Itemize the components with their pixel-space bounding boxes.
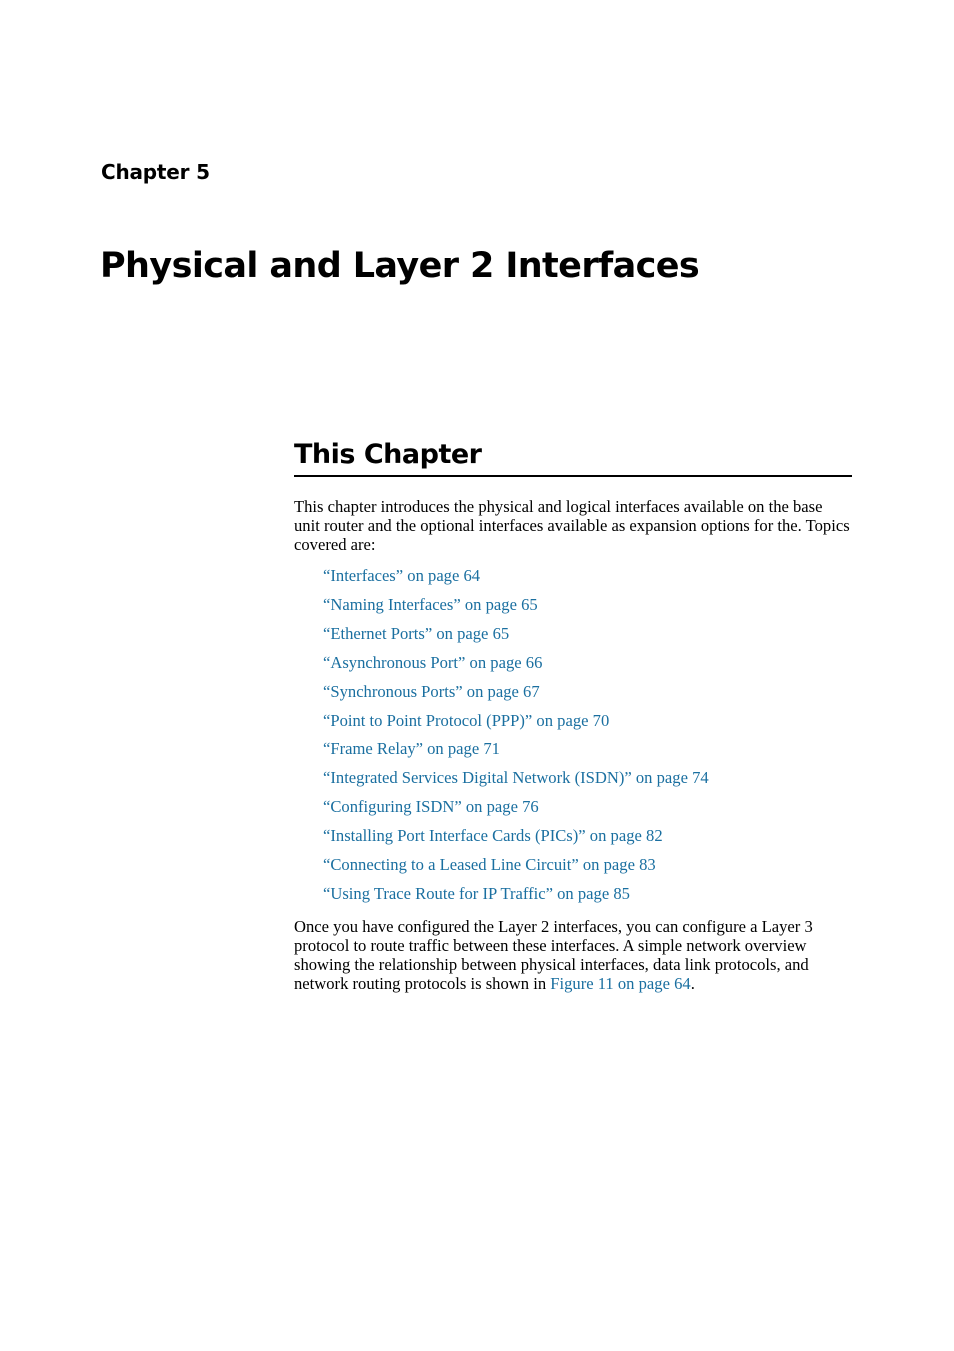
topic-link-interfaces[interactable]: “Interfaces” on page 64 xyxy=(323,566,481,585)
list-item xyxy=(323,764,852,793)
list-item xyxy=(323,822,852,851)
topic-list xyxy=(294,562,852,909)
section-heading: This Chapter xyxy=(294,434,852,477)
this-chapter-section xyxy=(294,434,852,993)
list-item xyxy=(323,707,852,736)
list-item xyxy=(323,620,852,649)
list-item xyxy=(323,735,852,764)
list-item xyxy=(323,880,852,909)
topic-link-configuring-isdn[interactable]: “Configuring ISDN” on page 76 xyxy=(323,797,539,817)
outro-paragraph xyxy=(294,917,852,993)
outro-text: Once you have configured the Layer 2 interfaces, you can configure a Layer 3 protocol to route traffic between these interfaces. A simple network overview showing the relationship between physical interfaces, data link protocols, and network routing protocols is shown in xyxy=(294,916,813,993)
topic-link-synchronous-ports[interactable]: “Synchronous Ports” on page 67 xyxy=(323,681,540,701)
list-item xyxy=(323,678,852,707)
list-item xyxy=(323,562,852,591)
figure-11-link[interactable]: Figure 11 on page 64 xyxy=(550,973,691,993)
list-item xyxy=(323,591,852,620)
topic-link-ethernet-ports[interactable]: “Ethernet Ports” on page 65 xyxy=(323,623,510,643)
chapter-label: Chapter 5 xyxy=(101,160,210,184)
list-item xyxy=(323,649,852,678)
topic-link-frame-relay[interactable]: “Frame Relay” on page 71 xyxy=(323,739,500,759)
topic-link-asynchronous-port[interactable]: “Asynchronous Port” on page 66 xyxy=(323,652,543,672)
topic-link-isdn[interactable]: “Integrated Services Digital Network (ISDN)” on page 74 xyxy=(323,768,709,788)
outro-end: . xyxy=(690,973,695,993)
list-item xyxy=(323,793,852,822)
chapter-title: Physical and Layer 2 Interfaces xyxy=(100,246,700,286)
intro-paragraph: This chapter introduces the physical and logical interfaces available on the base unit router and the optional interfaces available as expansion options for the. Topics covered are: xyxy=(294,497,850,554)
topic-link-ppp[interactable]: “Point to Point Protocol (PPP)” on page 70 xyxy=(323,710,610,730)
topic-link-leased-line[interactable]: “Connecting to a Leased Line Circuit” on page 83 xyxy=(323,855,656,875)
topic-link-trace-route[interactable]: “Using Trace Route for IP Traffic” on page 85 xyxy=(323,883,630,903)
topic-link-naming-interfaces[interactable]: “Naming Interfaces” on page 65 xyxy=(323,594,538,614)
topic-link-installing-pics[interactable]: “Installing Port Interface Cards (PICs)” on page 82 xyxy=(323,826,663,846)
list-item xyxy=(323,851,852,880)
